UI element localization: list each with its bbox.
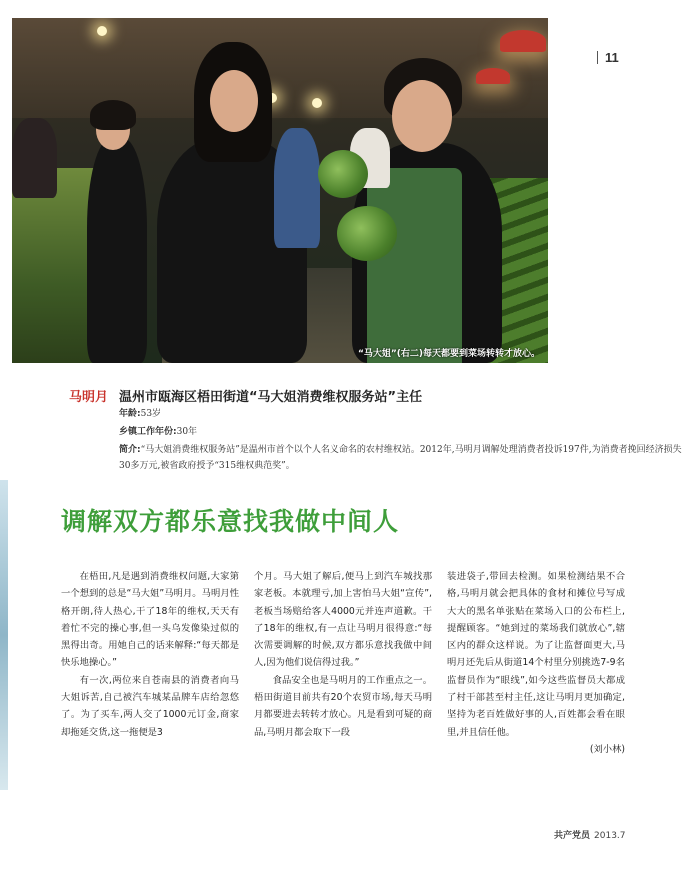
article-headline: 调解双方都乐意找我做中间人: [61, 507, 400, 536]
paragraph: 个月。马大姐了解后,便马上到汽车城找那家老板。本就理亏,加上害怕马大姐“宣传”,老板当场赔给客人4000元并连声道歉。干了18年的维权,有一点让马明月很得意:“每次需要调解的时候,双方都乐意找我做中间人,因为他们说信得过我。”: [254, 571, 432, 669]
green-apron: [367, 168, 462, 363]
bystander-blue: [274, 128, 320, 248]
article-column-1: [61, 568, 239, 741]
article-column-2: [254, 568, 432, 741]
market-photo: [12, 18, 548, 363]
paragraph: 在梧田,凡是遇到消费维权问题,大家第一个想到的总是“马大姐”马明月。马明月性格开朗,待人热心,干了18年的维权,天天有着忙不完的操心事,但一头乌发像染过似的黑得出奇。用她自己的话来解释:“每天都是快乐地操心。”: [61, 571, 239, 669]
issue-date: 2013.7: [594, 831, 626, 841]
paragraph: 食品安全也是马明月的工作重点之一。梧田街道目前共有20个农贸市场,每天马明月都要进去转转才放心。凡是看到可疑的商品,马明月都会取下一段: [254, 674, 432, 738]
red-lamp: [476, 68, 510, 84]
woman-center-face: [210, 70, 258, 132]
paragraph: 装进袋子,带回去检测。如果检测结果不合格,马明月就会把具体的食材和摊位号写成大大的黑名单张贴在菜场入口的公布栏上,提醒顾客。“她到过的菜场我们就放心”,辖区内的群众这样说。为了让监督面更大,马明月还先后从街道14个村里分别挑选7-9名监督员作为“眼线”,如今这些监督员大都成了村干部甚至村主任,这让马明月更加确定,坚持为老百姓做好事的人,百姓都会看在眼里,并且信任他。: [447, 571, 625, 738]
article-author: (刘小林): [589, 743, 625, 755]
paragraph: 有一次,两位来自苍南县的消费者向马大姐诉苦,自己被汽车城某品牌车店给忽悠了。为了买车,两人交了1000元订金,商家却拖延交货,这一拖便是3: [61, 674, 239, 738]
profile-work-years: 乡镇工作年份:30年: [119, 427, 198, 437]
broccoli: [337, 206, 397, 261]
page-number: 11: [597, 50, 619, 65]
red-lamp: [500, 30, 546, 52]
profile-intro: 简介:“马大姐消费维权服务站”是温州市首个以个人名义命名的农村维权站。2012年,马明月调解处理消费者投诉197件,为消费者挽回经济损失30多万元,被省政府授予“315维权典范奖”。: [119, 445, 682, 471]
profile-name: 马明月: [69, 390, 109, 405]
bystander-hair: [90, 100, 136, 130]
photo-ceiling: [12, 18, 548, 118]
page-footer: [554, 828, 626, 841]
broccoli: [318, 150, 368, 198]
vendor-face: [392, 80, 452, 152]
article-column-3: [447, 568, 625, 758]
photo-caption: “马大姐”(右二)每天都要到菜场转转才放心。: [357, 349, 540, 359]
ceiling-lamp: [97, 26, 107, 36]
ceiling-lamp: [312, 98, 322, 108]
profile-title: 温州市瓯海区梧田街道“马大姐消费维权服务站”主任: [119, 390, 423, 405]
page-edge-strip: [0, 480, 8, 790]
bystander: [87, 138, 147, 363]
magazine-name: 共产党员: [554, 831, 591, 841]
bystander: [12, 118, 57, 198]
profile-age: 年龄:53岁: [119, 409, 162, 419]
